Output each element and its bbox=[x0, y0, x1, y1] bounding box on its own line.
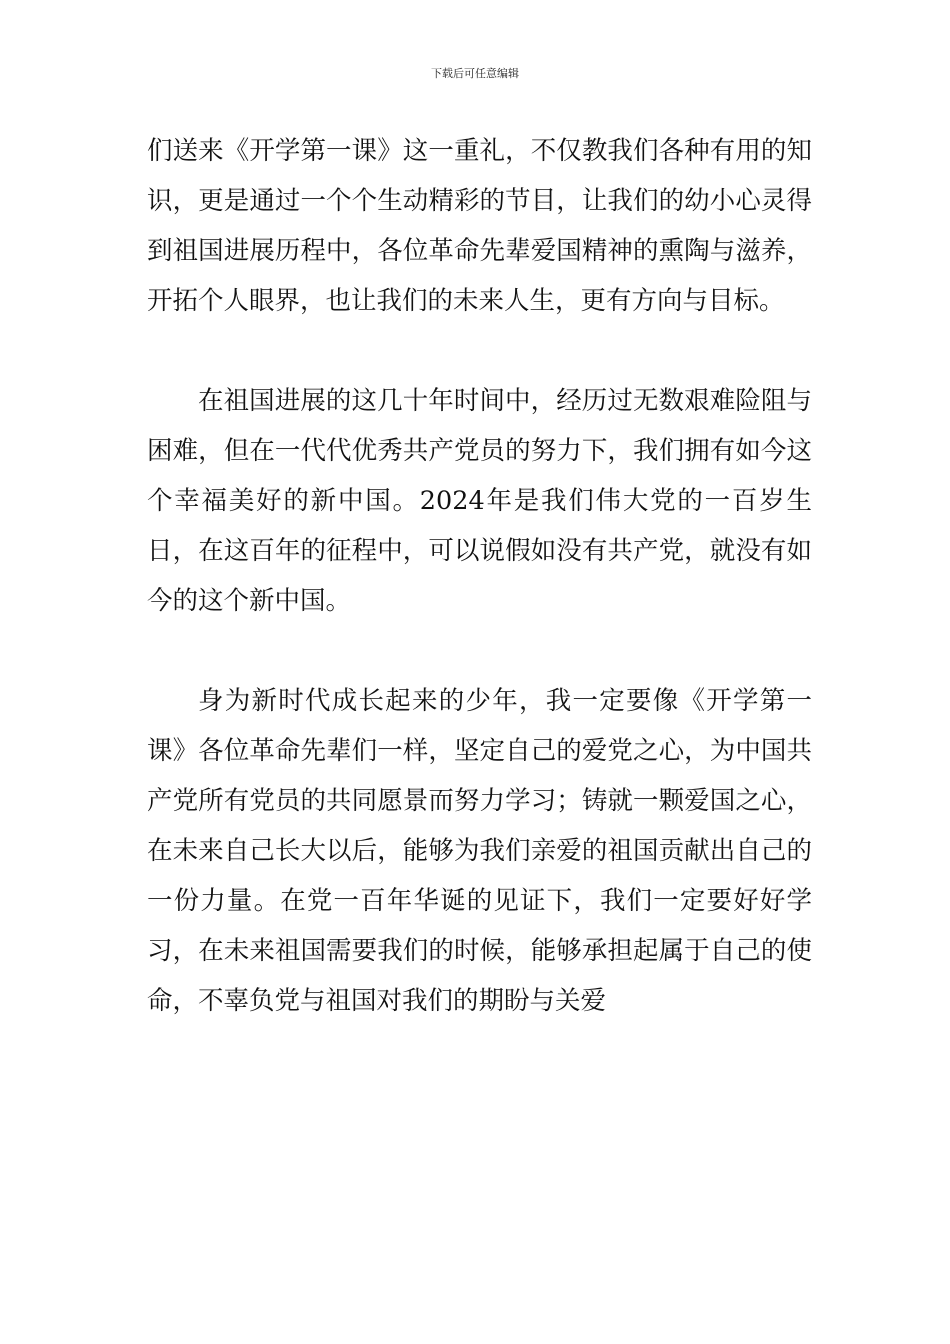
paragraph-spacer bbox=[147, 626, 812, 676]
paragraph-1: 们送来《开学第一课》这一重礼，不仅教我们各种有用的知识，更是通过一个个生动精彩的节目，让我们的幼小心灵得到祖国进展历程中，各位革命先辈爱国精神的熏陶与滋养，开拓个人眼界，也让我们的未来人生，更有方向与目标。 bbox=[147, 136, 812, 316]
paragraph-3: 身为新时代成长起来的少年，我一定要像《开学第一课》各位革命先辈们一样，坚定自己的爱党之心，为中国共产党所有党员的共同愿景而努力学习；铸就一颗爱国之心，在未来自己长大以后，能够为我们亲爱的祖国贡献出自己的一份力量。在党一百年华诞的见证下，我们一定要好好学习，在未来祖国需要我们的时候，能够承担起属于自己的使命，不辜负党与祖国对我们的期盼与关爱 bbox=[147, 686, 812, 1016]
paragraph-spacer bbox=[147, 326, 812, 376]
header-note: 下载后可任意编辑 bbox=[431, 67, 519, 80]
document-body bbox=[147, 126, 812, 1026]
paragraph-2: 在祖国进展的这几十年时间中，经历过无数艰难险阻与困难，但在一代代优秀共产党员的努力下，我们拥有如今这个幸福美好的新中国。2024年是我们伟大党的一百岁生日，在这百年的征程中，可以说假如没有共产党，就没有如今的这个新中国。 bbox=[147, 386, 812, 616]
